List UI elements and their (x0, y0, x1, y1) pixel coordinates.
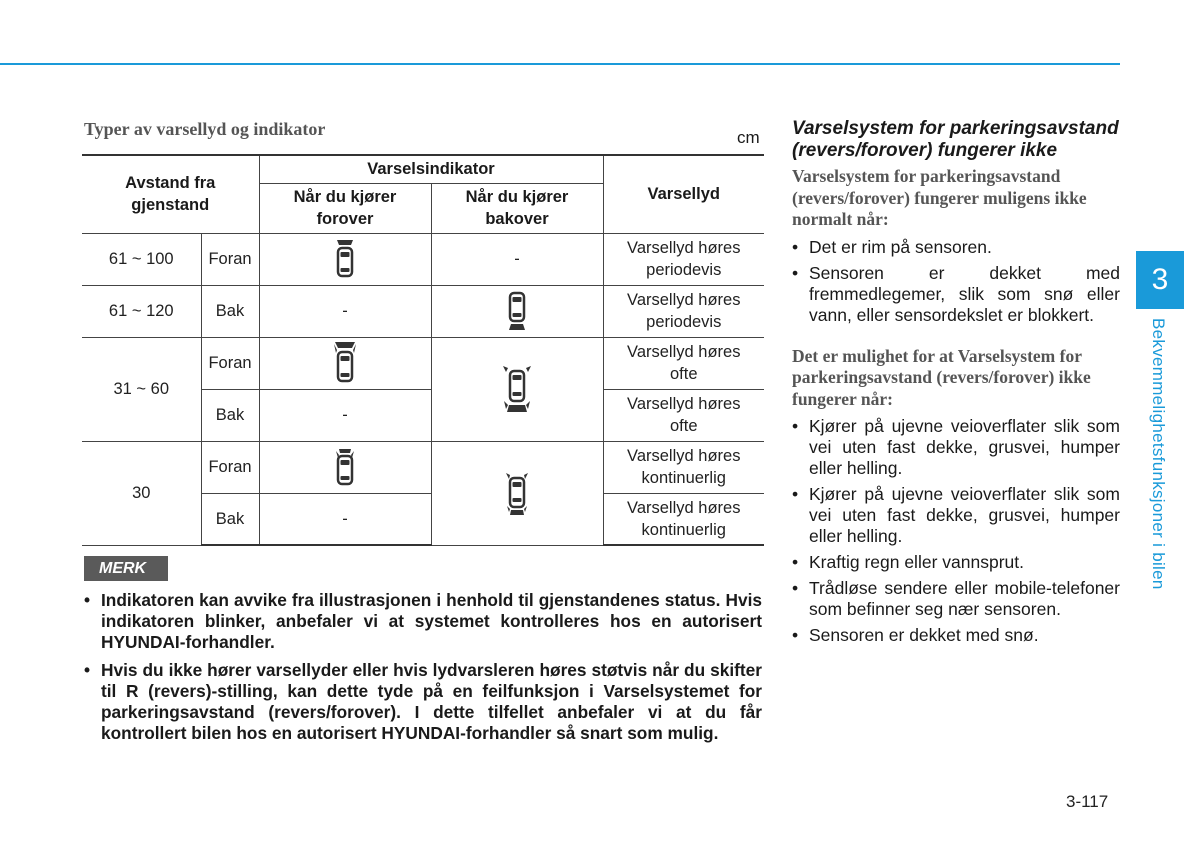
list-item: • Trådløse sendere eller mobile-telefoner som befinner seg nær sensoren. (792, 578, 1120, 620)
list-item: • Kjører på ujevne veioverflater slik som vei uten fast dekke, grusvei, humper eller helling. (792, 416, 1120, 479)
backward-indicator-cell (431, 441, 603, 545)
distance-cell: 30 (82, 441, 201, 545)
subheading: Det er mulighet for at Varselsystem for parkeringsavstand (revers/forover) ikke fungerer når: (792, 345, 1091, 409)
header-distance: Avstand fra gjenstand (82, 155, 259, 233)
car-all-sensors-icon (500, 363, 534, 415)
header-rule (0, 63, 1120, 65)
backward-indicator-cell (431, 285, 603, 337)
header-backward: Når du kjører bakover (431, 183, 603, 233)
sound-cell: Varsellyd høres ofte (603, 337, 764, 389)
note-list (84, 590, 762, 751)
table-unit: cm (737, 128, 760, 147)
forward-indicator-cell (259, 441, 431, 493)
sound-cell: Varsellyd høres periodevis (603, 285, 764, 337)
condition-list (792, 237, 1120, 326)
table-row (82, 441, 764, 493)
list-item: • Kraftig regn eller vannsprut. (792, 552, 1120, 573)
chapter-tab: 3 (1136, 251, 1184, 309)
page-number: 3-117 (1066, 792, 1109, 811)
list-item: • Indikatoren kan avvike fra illustrasjonen i henhold til gjenstandenes status. Hvis indikatoren blinker, anbefaler vi at systemet kontrolleres hos en autorisert HYUNDAI-forhandler. (84, 590, 762, 653)
right-column (792, 118, 1120, 666)
forward-indicator-cell: - (259, 389, 431, 441)
forward-indicator-cell (259, 233, 431, 285)
backward-indicator-cell (431, 337, 603, 441)
position-cell: Foran (201, 337, 259, 389)
forward-indicator-cell: - (259, 493, 431, 545)
position-cell: Bak (201, 285, 259, 337)
table-row (82, 285, 764, 337)
sound-cell: Varsellyd høres kontinuerlig (603, 493, 764, 545)
position-cell: Foran (201, 441, 259, 493)
table-title: Typer av varsellyd og indikator (84, 119, 326, 139)
list-item: • Sensoren er dekket med snø. (792, 625, 1120, 646)
forward-indicator-cell: - (259, 285, 431, 337)
subheading: Varselsystem for parkeringsavstand (revers/forover) fungerer muligens ikke normalt når: (792, 166, 1087, 229)
section-heading: Varselsystem for parkeringsavstand (revers/forover) fungerer ikke (792, 118, 1119, 161)
header-indicator: Varselsindikator (259, 155, 603, 183)
sound-cell: Varsellyd høres kontinuerlig (603, 441, 764, 493)
car-front-sensor-icon (334, 447, 356, 487)
note-label: MERK (84, 556, 168, 581)
car-front-sensor-icon (334, 238, 356, 280)
list-item: • Kjører på ujevne veioverflater slik som vei uten fast dekke, grusvei, humper eller helling. (792, 484, 1120, 547)
chapter-title: Bekvemmelighetsfunksjoner i bilen (1149, 318, 1168, 590)
condition-list (792, 416, 1120, 646)
distance-cell: 31 ~ 60 (82, 337, 201, 441)
list-item: • Hvis du ikke hører varsellyder eller hvis lydvarsleren høres støtvis når du skifter til R (revers)-stilling, kan dette tyde på en feilfunksjon i Varselsystemet for parkeringsavstand (revers/forover). I dette tilfellet anbefaler vi at du får kontrollert bilen hos en autorisert HYUNDAI-forhandler så snart som mulig. (84, 660, 762, 744)
sound-cell: Varsellyd høres ofte (603, 389, 764, 441)
position-cell: Bak (201, 493, 259, 545)
position-cell: Foran (201, 233, 259, 285)
list-item: • Sensoren er dekket med fremmedlegemer, slik som snø eller vann, eller sensordekslet er blokkert. (792, 263, 1120, 326)
table-row (82, 337, 764, 389)
header-sound: Varsellyd (603, 155, 764, 233)
header-forward: Når du kjører forover (259, 183, 431, 233)
position-cell: Bak (201, 389, 259, 441)
table-row (82, 233, 764, 285)
car-rear-sensor-icon (506, 290, 528, 332)
forward-indicator-cell (259, 337, 431, 389)
list-item: • Det er rim på sensoren. (792, 237, 1120, 258)
distance-cell: 61 ~ 100 (82, 233, 201, 285)
car-all-sensors-icon (502, 468, 532, 518)
car-front-sensor-icon (333, 341, 357, 385)
distance-cell: 61 ~ 120 (82, 285, 201, 337)
backward-indicator-cell: - (431, 233, 603, 285)
sound-cell: Varsellyd høres periodevis (603, 233, 764, 285)
warning-table (82, 154, 764, 546)
